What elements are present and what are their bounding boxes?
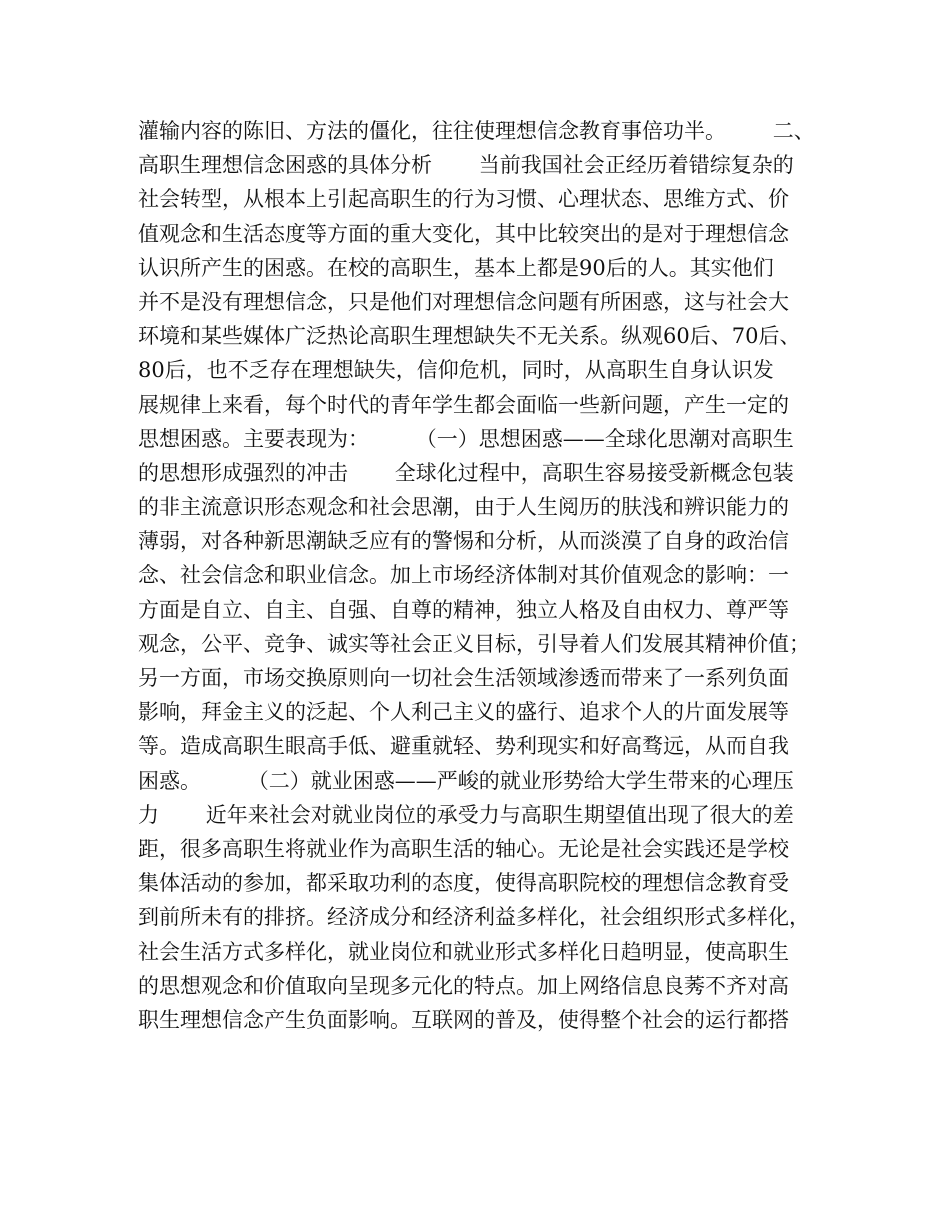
text-line: 并不是没有理想信念，只是他们对理想信念问题有所困惑，这与社会大 bbox=[138, 289, 789, 314]
text-line: 值观念和生活态度等方面的重大变化，其中比较突出的是对于理想信念 bbox=[138, 221, 789, 246]
text-line: 的非主流意识形态观念和社会思潮，由于人生阅历的肤浅和辨识能力的 bbox=[138, 495, 789, 520]
text-line: 的思想形成强烈的冲击 全球化过程中，高职生容易接受新概念包装 bbox=[138, 460, 794, 485]
text-line: 80后，也不乏存在理想缺失，信仰危机，同时，从高职生自身认识发 bbox=[138, 358, 774, 383]
text-line: 方面是自立、自主、自强、自尊的精神，独立人格及自由权力、尊严等 bbox=[138, 597, 789, 622]
text-line: 念、社会信念和职业信念。加上市场经济体制对其价值观念的影响：一 bbox=[138, 563, 789, 588]
text-line: 到前所未有的排挤。经济成分和经济利益多样化，社会组织形式多样化， bbox=[138, 905, 810, 930]
text-line: 的思想观念和价值取向呈现多元化的特点。加上网络信息良莠不齐对高 bbox=[138, 973, 789, 998]
text-line: 影响，拜金主义的泛起、个人利己主义的盛行、追求个人的片面发展等 bbox=[138, 700, 789, 725]
text-line: 集体活动的参加，都采取功利的态度，使得高职院校的理想信念教育受 bbox=[138, 871, 789, 896]
text-line: 另一方面，市场交换原则向一切社会生活领域渗透而带来了一系列负面 bbox=[138, 666, 789, 690]
text-line: 思想困惑。主要表现为： （一）思想困惑——全球化思潮对高职生 bbox=[138, 426, 794, 451]
body-text bbox=[138, 114, 828, 1037]
text-line: 困惑。 （二）就业困惑——严峻的就业形势给大学生带来的心理压 bbox=[138, 768, 794, 793]
text-line: 薄弱，对各种新思潮缺乏应有的警惕和分析，从而淡漠了自身的政治信 bbox=[138, 529, 789, 554]
text-line: 观念，公平、竞争、诚实等社会正义目标，引导着人们发展其精神价值； bbox=[138, 631, 810, 656]
text-line: 职生理想信念产生负面影响。互联网的普及，使得整个社会的运行都搭 bbox=[138, 1007, 789, 1032]
text-line: 高职生理想信念困惑的具体分析 当前我国社会正经历着错综复杂的 bbox=[138, 153, 794, 178]
text-line: 展规律上来看，每个时代的青年学生都会面临一些新问题，产生一定的 bbox=[138, 392, 789, 417]
text-line: 环境和某些媒体广泛热论高职生理想缺失不无关系。纵观60后、70后、 bbox=[138, 324, 801, 349]
text-line: 社会转型，从根本上引起高职生的行为习惯、心理状态、思维方式、价 bbox=[138, 187, 789, 212]
text-line: 认识所产生的困惑。在校的高职生，基本上都是90后的人。其实他们 bbox=[138, 255, 774, 280]
text-line: 灌输内容的陈旧、方法的僵化，往往使理想信念教育事倍功半。 二、 bbox=[138, 119, 815, 143]
text-line: 等。造成高职生眼高手低、避重就轻、势利现实和好高骛远，从而自我 bbox=[138, 734, 789, 759]
text-line: 社会生活方式多样化，就业岗位和就业形式多样化日趋明显，使高职生 bbox=[138, 939, 789, 964]
text-line: 力 近年来社会对就业岗位的承受力与高职生期望值出现了很大的差 bbox=[138, 802, 794, 827]
text-line: 距，很多高职生将就业作为高职生活的轴心。无论是社会实践还是学校 bbox=[138, 836, 789, 861]
